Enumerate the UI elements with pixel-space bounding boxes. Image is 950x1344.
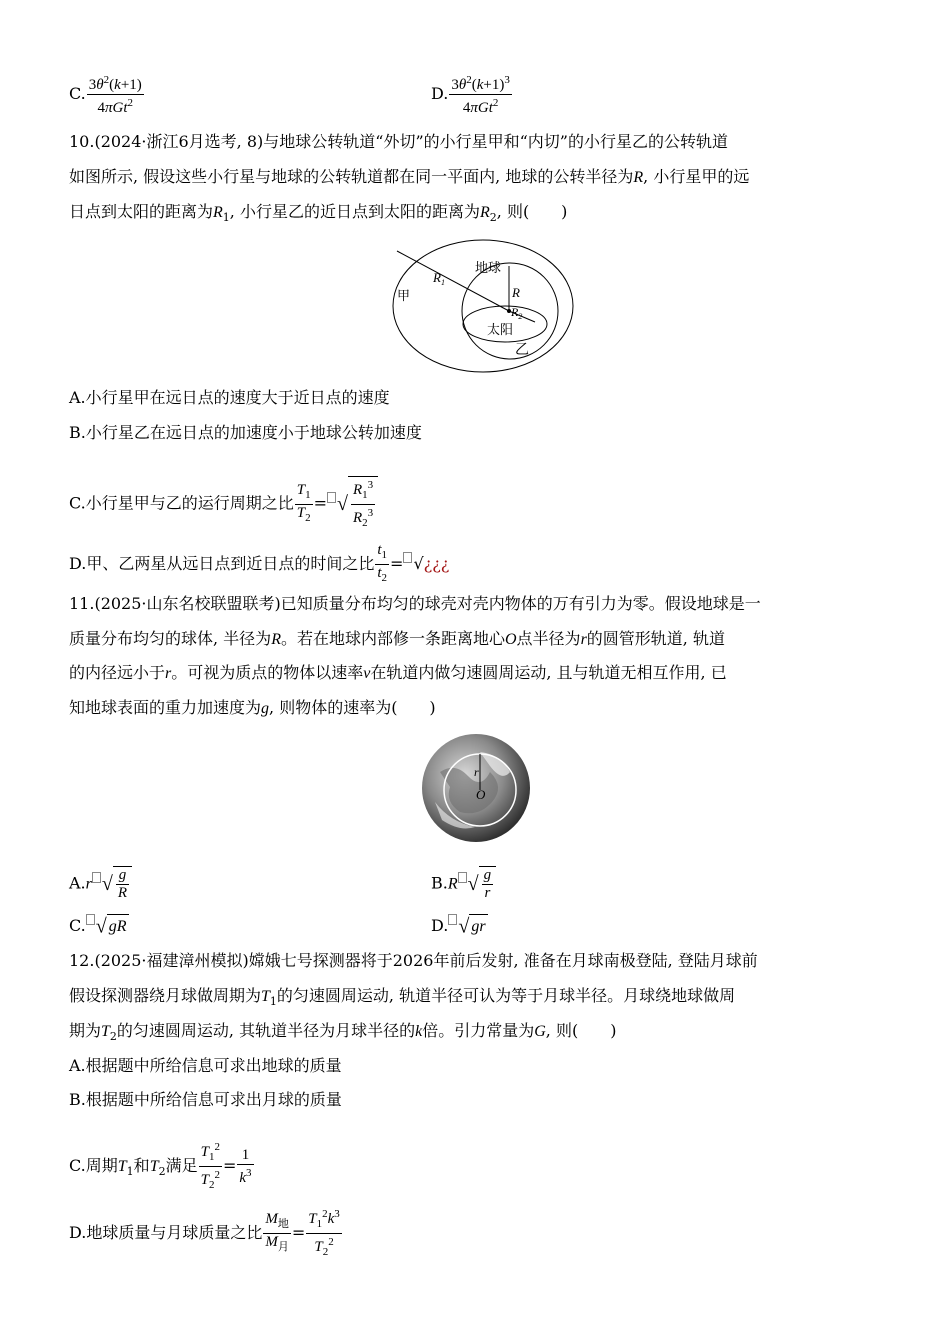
q10-stem-line3: 日点到太阳的距离为$R_1$, 小行星乙的近日点到太阳的距离为$R_2$, 则( )	[69, 202, 568, 225]
q10-option-a: A.小行星甲在远日点的速度大于近日点的速度	[69, 388, 390, 407]
r1-arrow	[397, 251, 509, 311]
q10-stem-line2: 如图所示, 假设这些小行星与地球的公转轨道都在同一平面内, 地球的公转半径为R, 小行星甲的远	[69, 167, 750, 186]
label-jia: 甲	[397, 289, 411, 304]
q11-option-d: D. √ gr	[431, 915, 486, 938]
q12-stem-line3: 期为$T_2$的匀速圆周运动, 其轨道半径为月球半径的k倍。引力常量为G, 则( )	[69, 1021, 617, 1044]
q11-stem-line4: 知地球表面的重力加速度为g, 则物体的速率为( )	[69, 698, 436, 717]
q10-option-d: D.甲、乙两星从远日点到近日点的时间之比 $\frac{t_1}{t_2}$ = √¿¿¿	[69, 542, 450, 584]
q9-option-c: C. $\frac{3\theta^2(k+1)}{4\pi Gt^2}$	[69, 74, 142, 116]
q12-stem-line1: 12.(2025·福建漳州模拟)嫦娥七号探测器将于2026年前后发射, 准备在月球南极登陆, 登陆月球前	[69, 951, 758, 970]
q12-stem-line2: 假设探测器绕月球做周期为$T_1$的匀速圆周运动, 轨道半径可认为等于月球半径。月球绕地球做周	[69, 986, 736, 1009]
q11-stem-line1: 11.(2025·山东名校联盟联考)已知质量分布均匀的球壳对壳内物体的万有引力为零。假设地球是一	[69, 594, 761, 613]
label-o: O	[476, 787, 486, 802]
label-r2: $R_2$	[511, 305, 523, 321]
label-sun: 太阳	[487, 323, 514, 338]
label-earth: 地球	[475, 261, 502, 276]
q11-option-a: A.r √ $\frac{g}{R}$	[69, 866, 132, 902]
q9-option-d: D. $\frac{3\theta^2(k+1)^3}{4\pi Gt^2}$	[431, 74, 510, 116]
orbit-diagram	[385, 236, 575, 376]
q11-option-c: C. √ gR	[69, 915, 127, 938]
label-r: R	[512, 285, 520, 300]
q10-stem-line1: 10.(2024·浙江6月选考, 8)与地球公转轨道“外切”的小行星甲和“内切”的小行星乙的公转轨道	[69, 132, 728, 151]
label-r-small: r	[474, 765, 479, 779]
q11-option-b: B.R √ $\frac{g}{r}$	[431, 866, 496, 902]
q11-stem-line2: 质量分布均匀的球体, 半径为R。若在地球内部修一条距离地心O点半径为r的圆管形轨道, 轨道	[69, 629, 725, 648]
q12-option-a: A.根据题中所给信息可求出地球的质量	[69, 1056, 342, 1075]
q10-option-c: C.小行星甲与乙的运行周期之比 $\frac{T_1}{T_2}$ = √ $\frac{R_1^3}{R_2^3}$	[69, 476, 378, 532]
label-yi: 乙	[515, 342, 529, 358]
q12-option-b: B.根据题中所给信息可求出月球的质量	[69, 1090, 342, 1109]
q10-option-b: B.小行星乙在远日点的加速度小于地球公转加速度	[69, 423, 422, 442]
label-r1: $R_1$	[433, 270, 445, 287]
earth-image	[420, 732, 532, 844]
q11-stem-line3: 的内径远小于r。可视为质点的物体以速率v在轨道内做匀速圆周运动, 且与轨道无相互作用, 已	[69, 663, 727, 682]
orbit-jia	[393, 240, 573, 372]
q12-option-d: D.地球质量与月球质量之比 $\frac{M_地}{M_月}$ = $\frac{T_1^2k^3}{T_2^2}$	[69, 1208, 340, 1258]
q12-option-c: C.周期$T_1$和$T_2$满足 $\frac{T_1^2}{T_2^2}$ = $\frac{1}{k^3}$	[69, 1141, 252, 1191]
